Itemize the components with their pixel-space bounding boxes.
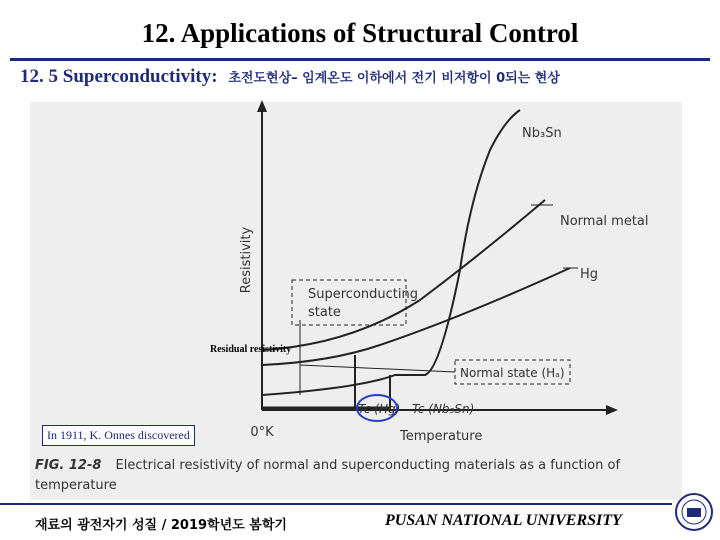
subtitle-korean: 초전도현상– 임계온도 이하에서 전기 비저항이 0되는 현상 [228, 71, 560, 86]
university-seal-icon [674, 488, 714, 534]
figure-caption-text: Electrical resistivity of normal and superconducting materials as a function of temperature [35, 458, 621, 493]
course-info: 재료의 광전자기 성질 / 2019학년도 봄학기 [35, 518, 287, 533]
slide-title: 12. Applications of Structural Control [141, 18, 579, 48]
figure-number: FIG. 12-8 [35, 458, 102, 473]
tc-hg-label: Tc (Hg) [358, 402, 401, 416]
footer-divider [0, 503, 672, 505]
figure-caption [35, 456, 675, 496]
superconducting-state-label: state [308, 305, 341, 320]
normal-metal-label: Normal metal [560, 214, 649, 229]
hg-label: Hg [580, 267, 599, 282]
university-name: PUSAN NATIONAL UNIVERSITY [385, 512, 622, 529]
y-axis-label: Resistivity [239, 226, 254, 294]
normal-metal-curve [262, 200, 545, 350]
tc-nb3sn-label: Tc (Nb₃Sn) [412, 402, 475, 416]
subtitle-english: 12. 5 Superconductivity: [20, 66, 218, 87]
onnes-annotation: In 1911, K. Onnes discovered [42, 425, 195, 446]
x-axis-label: Temperature [400, 429, 483, 444]
residual-resistivity-annotation: Residual resistivity [210, 344, 292, 355]
normal-state-label: Normal state (Hₐ) [460, 366, 565, 380]
origin-label: 0°K [250, 425, 274, 440]
x-axis-arrow-icon [606, 405, 618, 415]
nb3sn-label: Nb₃Sn [522, 126, 562, 141]
superconducting-label: Superconducting [308, 287, 418, 302]
y-axis-arrow-icon [257, 100, 267, 112]
